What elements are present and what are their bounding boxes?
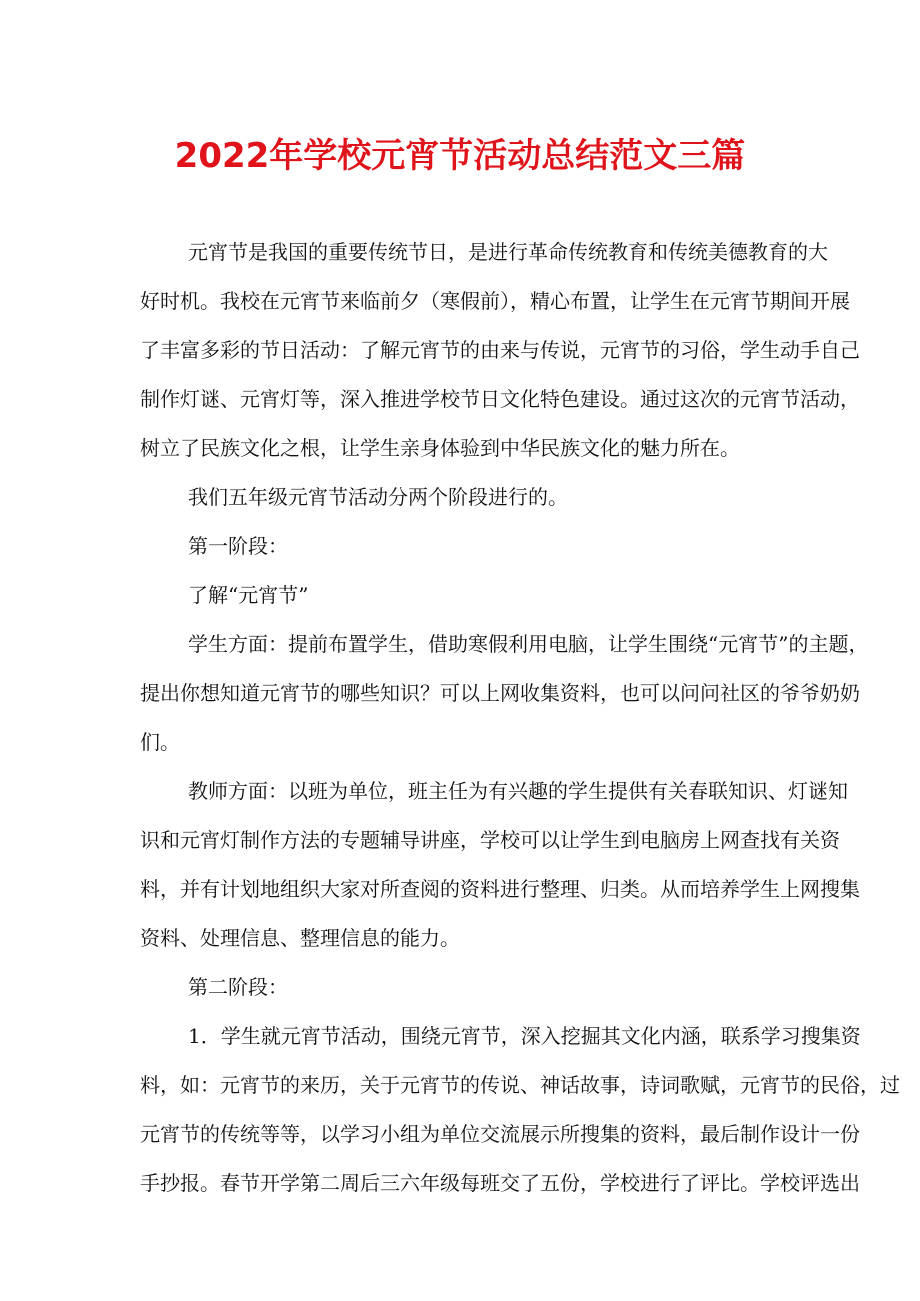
text-line: 1．学生就元宵节活动，围绕元宵节，深入挖掘其文化内涵，联系学习搜集资	[188, 1024, 861, 1048]
text-line: 我们五年级元宵节活动分两个阶段进行的。	[188, 485, 568, 509]
document-title: 2022年学校元宵节活动总结范文三篇	[174, 136, 746, 176]
paragraph-stage-one-heading	[140, 522, 790, 571]
text-line: 手抄报。春节开学第二周后三六年级每班交了五份，学校进行了评比。学校评选出	[140, 1171, 860, 1195]
text-line: 制作灯谜、元宵灯等，深入推进学校节日文化特色建设。通过这次的元宵节活动，	[140, 387, 860, 411]
text-line: 了解“元宵节”	[188, 583, 309, 607]
text-line: 学生方面：提前布置学生，借助寒假利用电脑，让学生围绕“元宵节”的主题，	[188, 632, 869, 656]
text-line: 元宵节的传统等等，以学习小组为单位交流展示所搜集的资料，最后制作设计一份	[140, 1122, 860, 1146]
paragraph-teachers	[140, 767, 860, 963]
paragraph-stages	[140, 473, 790, 522]
paragraph-stage-one-topic	[140, 571, 790, 620]
text-line: 料，并有计划地组织大家对所查阅的资料进行整理、归类。从而培养学生上网搜集	[140, 877, 860, 901]
paragraph-students	[140, 620, 869, 767]
document-body	[140, 228, 900, 1208]
text-line: 元宵节是我国的重要传统节日，是进行革命传统教育和传统美德教育的大	[188, 240, 828, 264]
text-line: 资料、处理信息、整理信息的能力。	[140, 926, 460, 950]
text-line: 识和元宵灯制作方法的专题辅导讲座，学校可以让学生到电脑房上网查找有关资	[140, 828, 840, 852]
paragraph-stage-two-item-1	[140, 1012, 900, 1208]
text-line: 们。	[140, 730, 180, 754]
text-line: 第二阶段：	[188, 975, 288, 999]
text-line: 教师方面：以班为单位，班主任为有兴趣的学生提供有关春联知识、灯谜知	[188, 779, 848, 803]
text-line: 了丰富多彩的节日活动：了解元宵节的由来与传说，元宵节的习俗，学生动手自己	[140, 338, 860, 362]
text-line: 好时机。我校在元宵节来临前夕（寒假前），精心布置，让学生在元宵节期间开展	[140, 289, 850, 313]
paragraph-stage-two-heading	[140, 963, 790, 1012]
text-line: 第一阶段：	[188, 534, 288, 558]
text-line: 树立了民族文化之根，让学生亲身体验到中华民族文化的魅力所在。	[140, 436, 740, 460]
text-line: 提出你想知道元宵节的哪些知识？可以上网收集资料，也可以问问社区的爷爷奶奶	[140, 681, 860, 705]
text-line: 料，如：元宵节的来历，关于元宵节的传说、神话故事，诗词歌赋，元宵节的民俗，过	[140, 1073, 900, 1097]
paragraph-intro	[140, 228, 860, 473]
